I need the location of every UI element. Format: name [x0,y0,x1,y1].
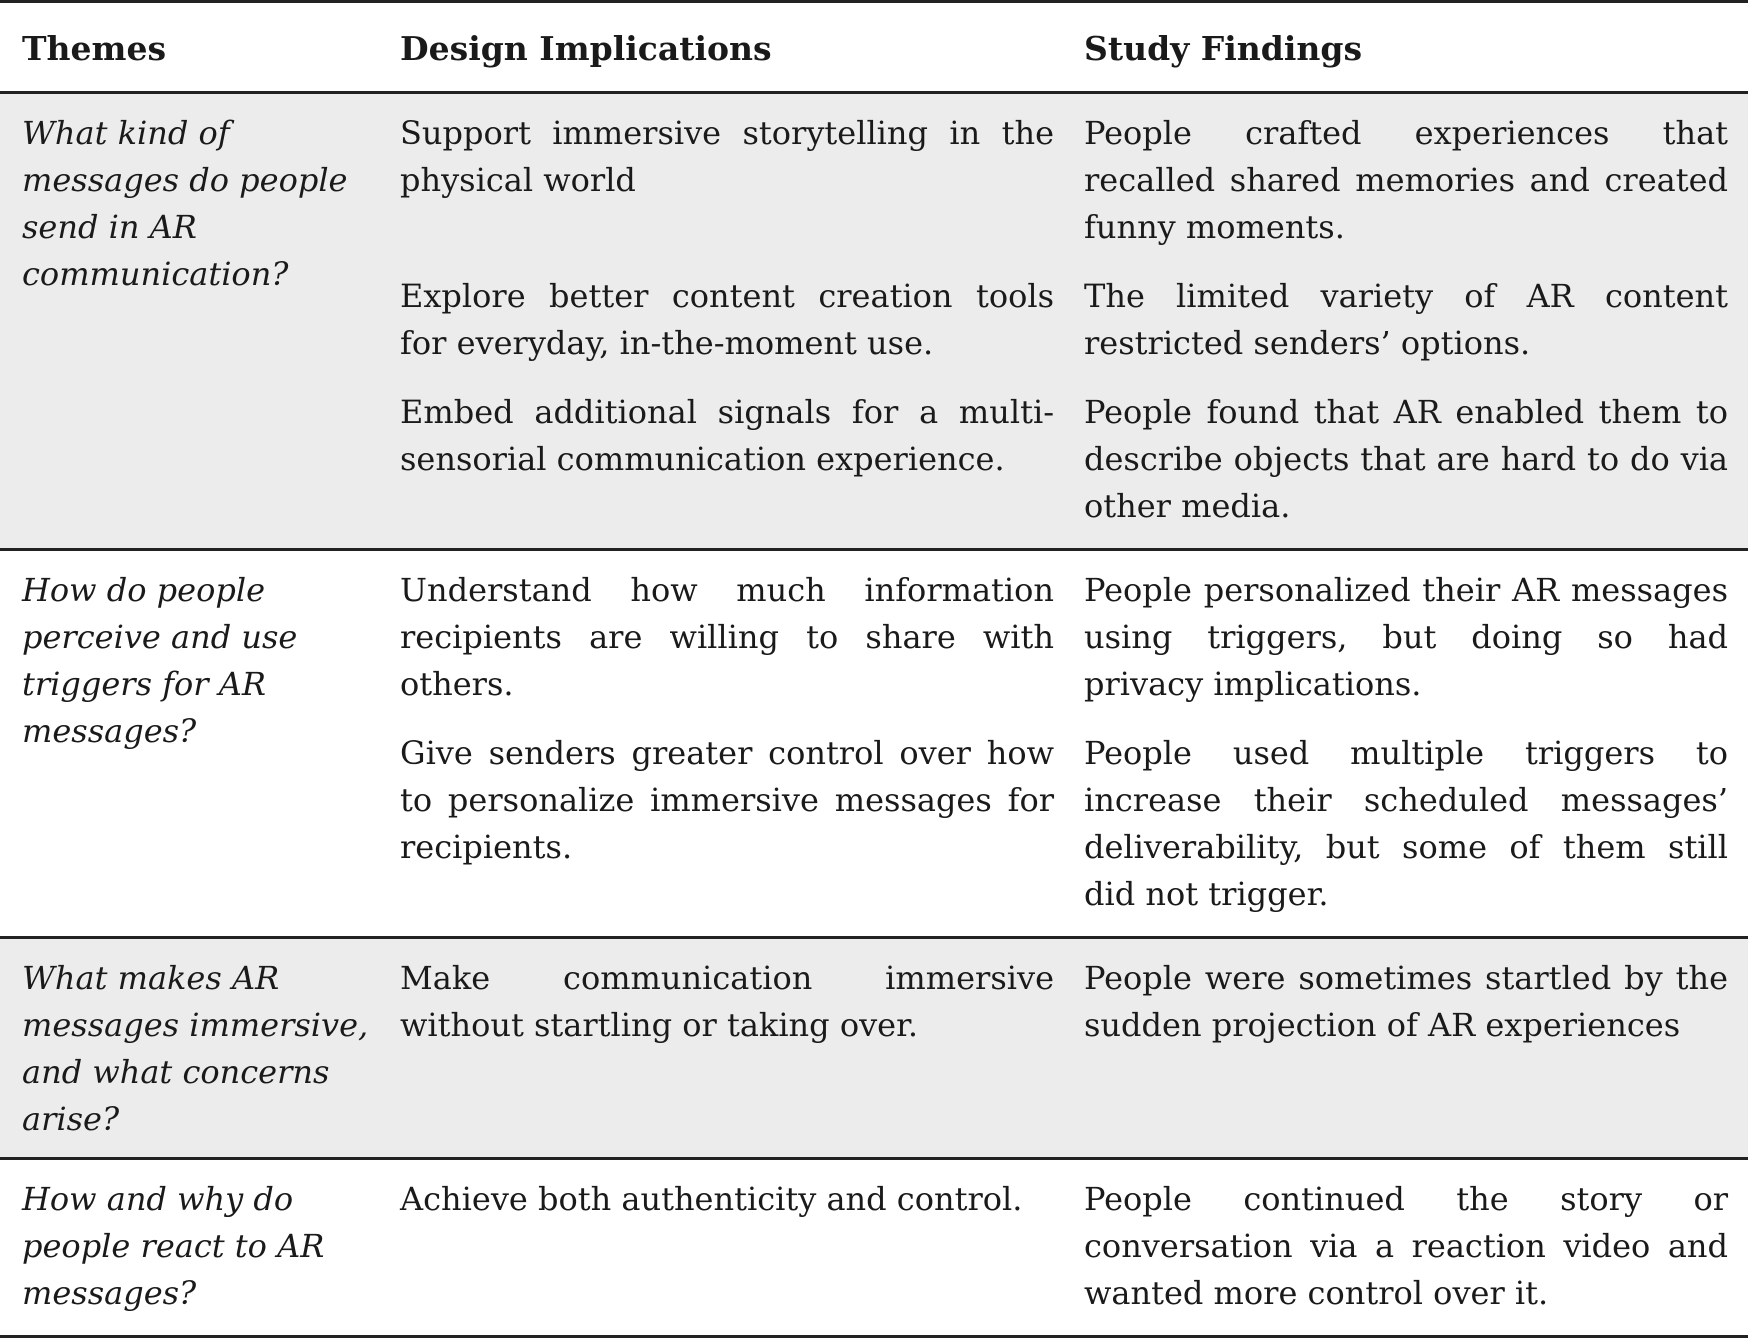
table-row [0,938,1748,1159]
table-row [0,1159,1748,1337]
header-row [0,2,1748,93]
finding-cell: People crafted experiences that recalled shared memories and created funny moments. [1084,114,1728,246]
theme-group-reactions [0,1159,1748,1337]
header-design-implications: Design Implications [400,28,772,68]
implication-cell: Make communication immersive without startling or taking over. [400,959,1054,1044]
finding-cell: People found that AR enabled them to describe objects that are hard to do via other media. [1084,393,1728,525]
theme-group-message-kinds [0,93,1748,550]
theme-group-triggers [0,550,1748,938]
finding-cell: People personalized their AR messages using triggers, but doing so had privacy implications. [1084,571,1728,703]
finding-cell: The limited variety of AR content restricted senders’ options. [1084,277,1728,362]
theme-cell: How do people perceive and use triggers for AR messages? [22,571,298,750]
theme-cell: What kind of messages do people send in AR communication? [22,114,348,293]
implication-cell: Understand how much information recipients are willing to share with others. [400,571,1054,703]
table-row [0,93,1748,266]
implication-cell: Achieve both authenticity and control. [400,1180,1023,1218]
theme-cell: How and why do people react to AR messages? [22,1180,325,1312]
finding-cell: People continued the story or conversation via a reaction video and wanted more control over it. [1084,1180,1728,1312]
implication-cell: Explore better content creation tools for everyday, in-the-moment use. [400,277,1054,362]
implication-cell: Give senders greater control over how to personalize immersive messages for recipients. [400,734,1054,866]
header-themes: Themes [22,28,167,68]
implication-cell: Support immersive storytelling in the physical world [400,114,1054,199]
finding-cell: People used multiple triggers to increase their scheduled messages’ deliverability, but some of them still did not trigger. [1084,734,1728,913]
theme-cell: What makes AR messages immersive, and what concerns arise? [22,959,369,1138]
theme-group-immersion [0,938,1748,1159]
header-study-findings: Study Findings [1084,28,1363,68]
finding-cell: People were sometimes startled by the sudden projection of AR experiences [1084,959,1728,1044]
implication-cell: Embed additional signals for a multi-sensorial communication experience. [400,393,1054,478]
table-header [0,2,1748,93]
table-row [0,550,1748,723]
